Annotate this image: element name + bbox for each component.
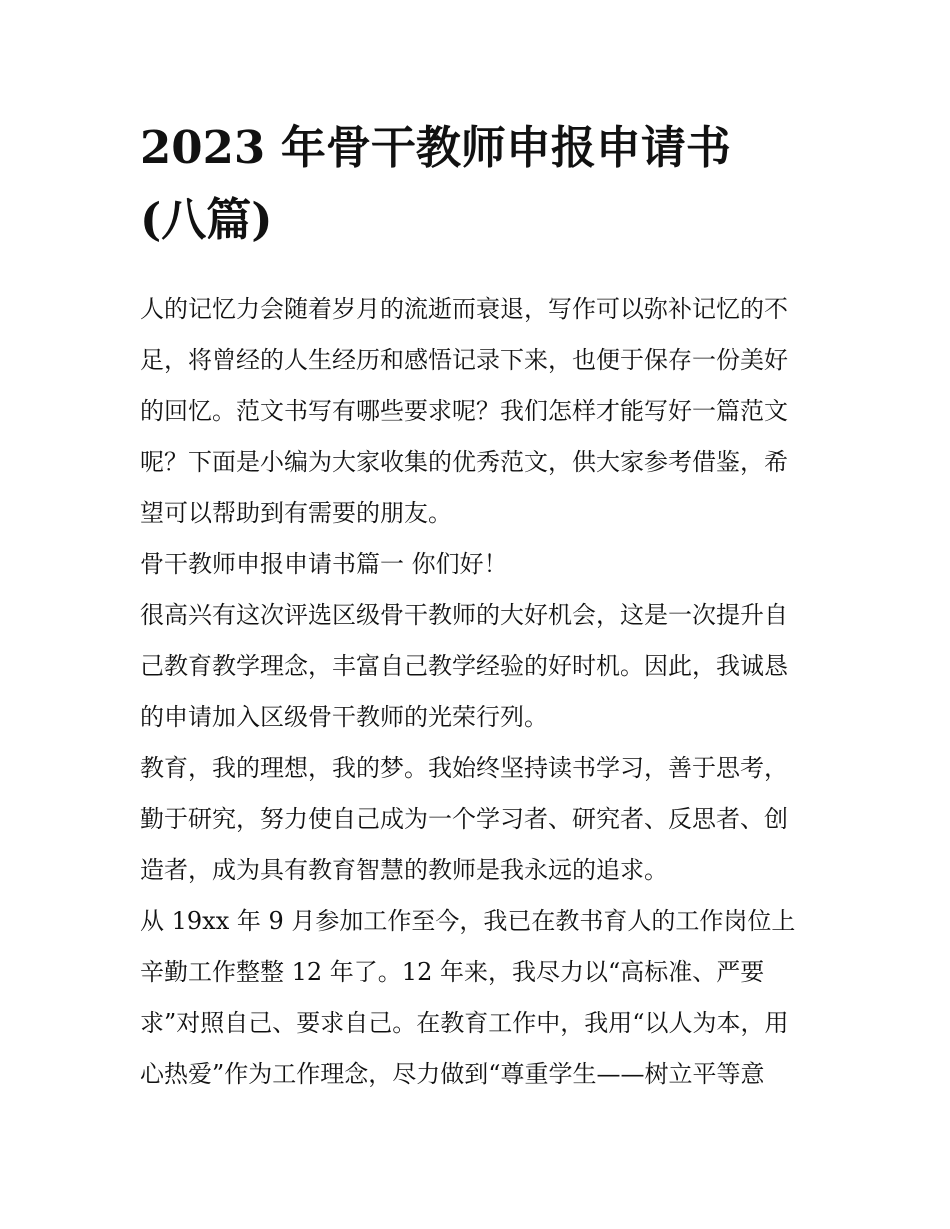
body-line: 辛勤工作整整 12 年了。12 年来，我尽力以“高标准、严要: [140, 958, 765, 986]
body-line: 足，将曾经的人生经历和感悟记录下来，也便于保存一份美好: [140, 346, 788, 374]
section-heading: 骨干教师申报申请书篇一 你们好！: [140, 550, 508, 578]
body-line: 的申请加入区级骨干教师的光荣行列。: [140, 703, 548, 731]
body-line: 的回忆。范文书写有哪些要求呢？我们怎样才能写好一篇范文: [140, 397, 788, 425]
body-line: 望可以帮助到有需要的朋友。: [140, 499, 452, 527]
title-line-2: (八篇): [140, 193, 273, 246]
body-line: 教育，我的理想，我的梦。我始终坚持读书学习，善于思考，: [140, 754, 788, 782]
body-line: 呢？下面是小编为大家收集的优秀范文，供大家参考借鉴，希: [140, 448, 788, 476]
document-content: [140, 112, 812, 1100]
document-body: [140, 284, 812, 1100]
body-line: 很高兴有这次评选区级骨干教师的大好机会，这是一次提升自: [140, 601, 788, 629]
body-line: 心热爱”作为工作理念，尽力做到“尊重学生——树立平等意: [140, 1060, 765, 1088]
body-line: 人的记忆力会随着岁月的流逝而衰退，写作可以弥补记忆的不: [140, 295, 788, 323]
document-title: [140, 112, 812, 256]
body-line: 从 19xx 年 9 月参加工作至今，我已在教书育人的工作岗位上: [140, 907, 796, 935]
body-line: 造者，成为具有教育智慧的教师是我永远的追求。: [140, 856, 668, 884]
body-line: 己教育教学理念，丰富自己教学经验的好时机。因此，我诚恳: [140, 652, 788, 680]
title-line-1: 2023 年骨干教师申报申请书: [140, 121, 731, 174]
body-line: 勤于研究，努力使自己成为一个学习者、研究者、反思者、创: [140, 805, 788, 833]
body-line: 求”对照自己、要求自己。在教育工作中，我用“以人为本，用: [140, 1009, 789, 1037]
